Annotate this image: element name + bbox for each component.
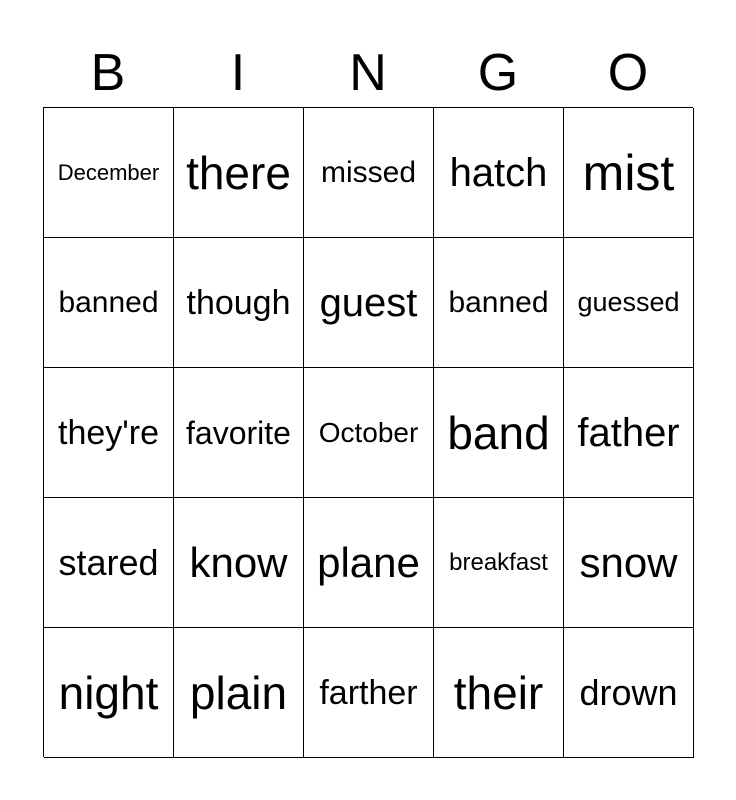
bingo-cell[interactable]: breakfast: [434, 498, 564, 628]
bingo-cell[interactable]: banned: [434, 238, 564, 368]
bingo-cell[interactable]: mist: [564, 108, 694, 238]
bingo-header: [43, 40, 693, 106]
bingo-cell[interactable]: they're: [44, 368, 174, 498]
bingo-cell[interactable]: December: [44, 108, 174, 238]
bingo-cell[interactable]: drown: [564, 628, 694, 758]
bingo-cell[interactable]: band: [434, 368, 564, 498]
bingo-cell[interactable]: plain: [174, 628, 304, 758]
bingo-cell[interactable]: stared: [44, 498, 174, 628]
bingo-cell[interactable]: night: [44, 628, 174, 758]
header-letter-n: N: [349, 44, 387, 102]
header-letter-g: G: [477, 44, 519, 102]
header-letter-o: O: [607, 44, 649, 102]
bingo-cell[interactable]: know: [174, 498, 304, 628]
bingo-board: [43, 107, 693, 757]
bingo-cell[interactable]: farther: [304, 628, 434, 758]
bingo-cell[interactable]: there: [174, 108, 304, 238]
bingo-cell[interactable]: father: [564, 368, 694, 498]
header-letter-b: B: [90, 44, 126, 102]
bingo-cell[interactable]: snow: [564, 498, 694, 628]
bingo-cell[interactable]: banned: [44, 238, 174, 368]
bingo-cell[interactable]: their: [434, 628, 564, 758]
bingo-cell[interactable]: guessed: [564, 238, 694, 368]
bingo-cell[interactable]: October: [304, 368, 434, 498]
bingo-cell[interactable]: missed: [304, 108, 434, 238]
bingo-cell[interactable]: hatch: [434, 108, 564, 238]
bingo-cell[interactable]: plane: [304, 498, 434, 628]
bingo-cell[interactable]: favorite: [174, 368, 304, 498]
bingo-cell[interactable]: though: [174, 238, 304, 368]
header-letter-i: I: [230, 44, 246, 102]
bingo-cell[interactable]: guest: [304, 238, 434, 368]
